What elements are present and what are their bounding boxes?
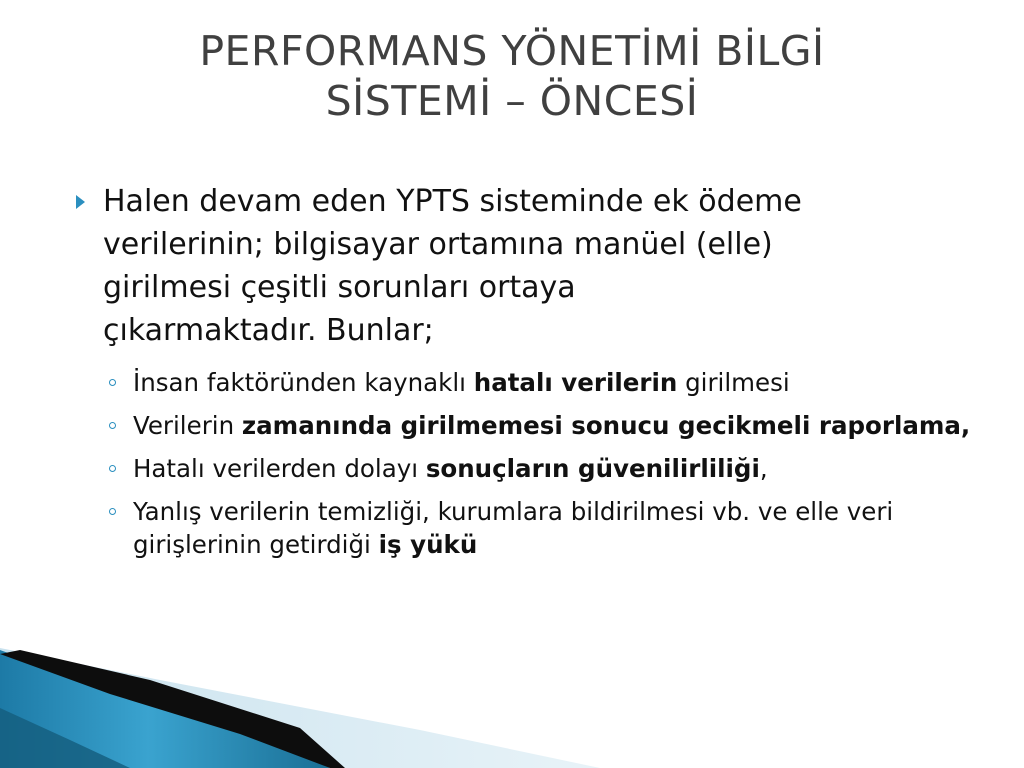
sub-bullet-2-bold: zamanında girilmemesi sonucu gecikmeli raporlama, [241,411,971,440]
main-bullet-line-4: çıkarmaktadır. Bunlar; [103,313,434,348]
main-bullet-line-3: girilmesi çeşitli sorunları ortaya [103,270,576,305]
sub-bullet-1-bold: hatalı verilerin [473,368,678,397]
sub-bullet-4-pre: Yanlış verilerin temizliği, kurumlara bildirilmesi vb. ve elle veri girişlerinin getirdiği [133,497,894,559]
title-line-1: PERFORMANS YÖNETİMİ BİLGİ [199,27,825,75]
sub-bullet-3-pre: Hatalı verilerden dolayı [133,454,426,483]
main-bullet-line-1: Halen devam eden YPTS sisteminde ek ödeme [103,184,802,219]
sub-bullet-3-bold: sonuçların güvenilirliliği [425,454,760,483]
title-line-2: SİSTEMİ – ÖNCESİ [325,77,699,125]
sub-bullet-3-post: , [759,454,768,483]
sub-bullet-2-pre: Verilerin [133,411,242,440]
sub-bullet-1-pre: İnsan faktöründen kaynaklı [133,368,474,397]
main-bullet-line-2: verilerinin; bilgisayar ortamına manüel (elle) [103,227,773,262]
sub-bullet-4-bold: iş yükü [378,530,478,559]
sub-bullet-1-post: girilmesi [677,368,790,397]
